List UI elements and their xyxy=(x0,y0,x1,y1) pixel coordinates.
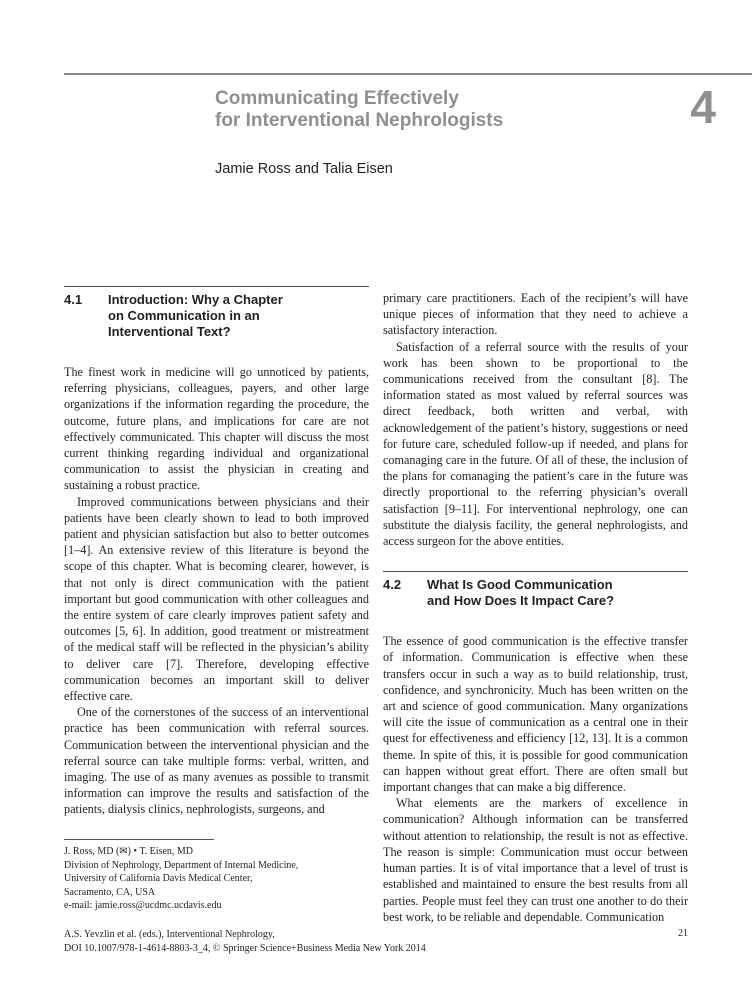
citation-footer xyxy=(64,928,426,956)
author-footnote xyxy=(64,845,298,913)
left-column xyxy=(64,286,369,818)
section-rule xyxy=(383,571,688,572)
section-number: 4.2 xyxy=(383,577,402,593)
right-column xyxy=(383,290,688,925)
paragraph: Satisfaction of a referral source with the results of your work has been shown to be proportional to the communications received from the consultant [8]. The information stated as most valued by referral sources was direct feedback, both written and verbal, with acknowledgement of the patient’s history, suggestions or need for future care, scheduled follow-up if needed, and plans for comanaging care in the future. Of all of these, the inclusion of the plans for comanaging the patient’s care in the future was directly proportional to the referring physician’s overall satisfaction [9–11]. For interventional nephrology, one can substitute the dialysis facility, the general nephrologists, and access surgeon for the above entities. xyxy=(383,339,688,549)
footnote-line: Sacramento, CA, USA xyxy=(64,886,156,898)
chapter-title xyxy=(215,88,503,132)
chapter-authors: Jamie Ross and Talia Eisen xyxy=(215,161,393,177)
section-rule xyxy=(64,286,369,287)
section-number: 4.1 xyxy=(64,292,83,307)
paragraph: The essence of good communication is the effective transfer of information. Communication is effective when these transfers occur in such a way as to build relationship, trust, confidence, and synchronicity. Much has been written on the art and science of good communication. Many organizations will cite the issue of communication as a central one in their quest for effectiveness and efficiency [12, 13]. It is a common theme. In spite of this, it is possible for good communication can happen without great effort. There are often small but important changes that can make a big difference. xyxy=(383,634,688,795)
chapter-title-line: for Interventional Nephrologists xyxy=(215,110,504,131)
section-title-line: What Is Good Communication xyxy=(427,577,613,593)
section-block-4-2 xyxy=(383,571,688,925)
page-number: 21 xyxy=(678,928,688,939)
section-heading-4-2 xyxy=(383,577,688,609)
footnote-rule xyxy=(64,839,214,840)
paragraph: The finest work in medicine will go unnoticed by patients, referring physicians, colleagues, payers, and other large organizations if the information regarding the procedure, the outcome, future plans, and implications for care are not effectively communicated. This chapter will discuss the most current thinking regarding individual and organizational communication to assist the physician in creating and sustaining a robust practice. xyxy=(64,365,369,493)
paragraph: Improved communications between physicians and their patients have been clearly shown to lead to both improved patient and physician satisfaction but also to better outcomes [1–4]. An extensive review of this literature is beyond the scope of this chapter. What is becoming clearer, however, is that not only is direct communication with the patient important but good communication with other colleagues and the entire system of care clearly improves patient safety and outcomes [5, 6]. In addition, good treatment or mistreatment of the medical staff will be reflected in the physician’s ability to deliver care [7]. Therefore, developing effective communication becomes an important skill to deliver effective care. xyxy=(64,494,369,704)
footnote-line: J. Ross, MD (✉) • T. Eisen, MD xyxy=(64,846,194,857)
doi-line: DOI 10.1007/978-1-4614-8803-3_4, © Springer Science+Business Media New York 2014 xyxy=(64,943,426,954)
chapter-number: 4 xyxy=(690,81,716,133)
section-title xyxy=(427,577,614,609)
chapter-title-line: Communicating Effectively xyxy=(215,88,459,109)
footnote-email: e-mail: jamie.ross@ucdmc.ucdavis.edu xyxy=(64,900,222,911)
footnote-line: Division of Nephrology, Department of Internal Medicine, xyxy=(64,859,299,871)
section-title-line: Interventional Text? xyxy=(108,324,231,339)
paragraph: primary care practitioners. Each of the recipient’s will have unique pieces of information that they need to achieve a satisfactory interaction. xyxy=(383,291,688,338)
section-title-line: on Communication in an xyxy=(108,308,260,323)
section-title xyxy=(108,292,283,340)
section-heading-4-1 xyxy=(64,292,369,340)
paragraph: One of the cornerstones of the success of an interventional practice has been communication with referral sources. Communication between the interventional physician and the referral source can take multiple forms: verbal, written, and imaging. The use of as many avenues as possible to transmit information can improve the results and satisfaction of the patients, dialysis clinics, nephrologists, surgeons, and xyxy=(64,705,369,817)
paragraph: What elements are the markers of excellence in communication? Although information can be transferred without attention to relationship, the result is not as effective. The reason is simple: Communication must occur between human parties. It is of vital importance that a level of trust is established and maintained to ensure the best results from all parties. People must feel they can trust one another to do their best work, to be reliable and dependable. Communication xyxy=(383,796,688,924)
section-title-line: and How Does It Impact Care? xyxy=(427,593,615,609)
footnote-line: University of California Davis Medical Center, xyxy=(64,873,253,884)
book-citation: A.S. Yevzlin et al. (eds.), Interventional Nephrology, xyxy=(64,929,275,940)
top-rule xyxy=(64,73,752,75)
section-title-line: Introduction: Why a Chapter xyxy=(108,292,283,307)
